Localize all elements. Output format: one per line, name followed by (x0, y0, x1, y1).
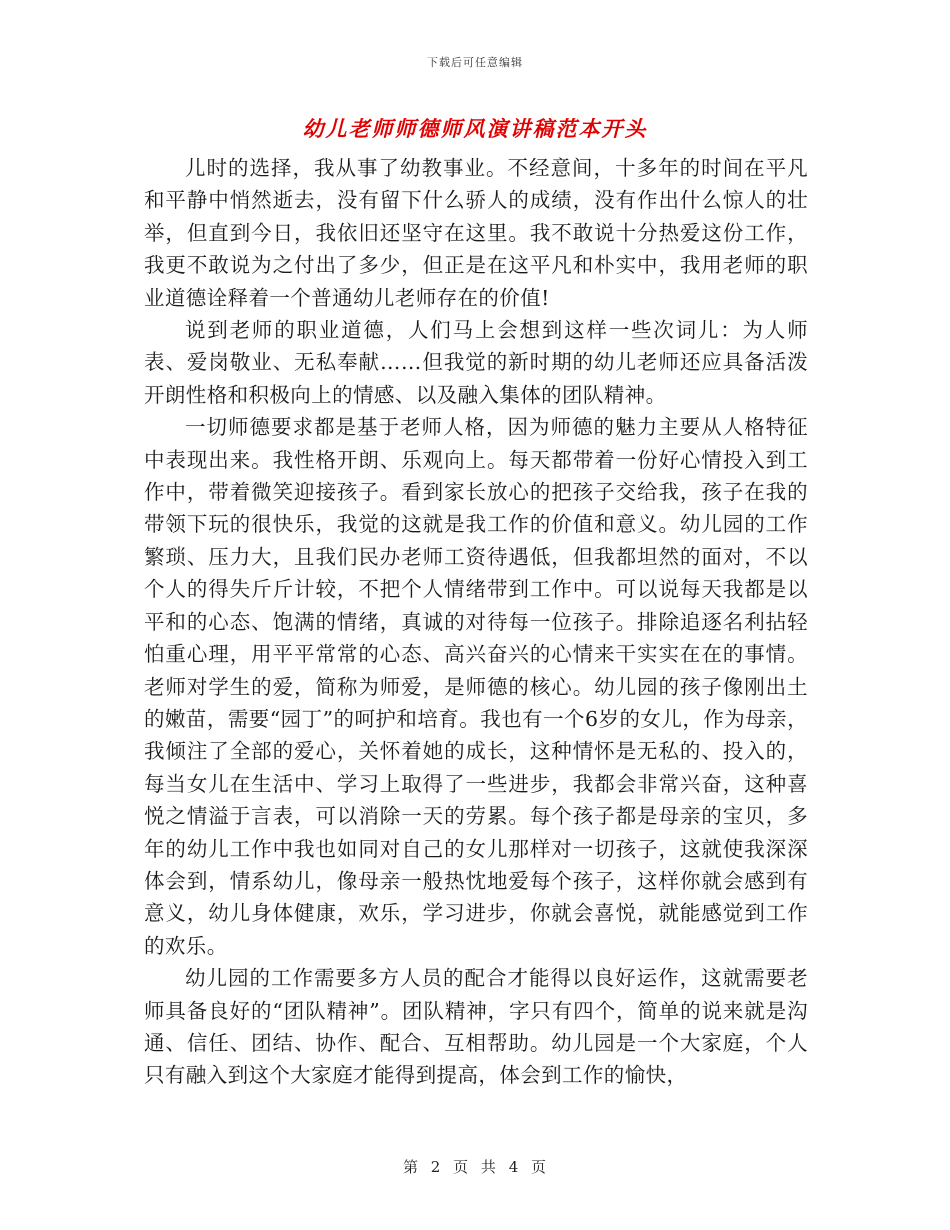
current-page-number: 2 (430, 1158, 442, 1176)
page-header-note: 下载后可任意编辑 (427, 56, 523, 69)
paragraph: 儿时的选择，我从事了幼教事业。不经意间，十多年的时间在平凡和平静中悄然逝去，没有留下什么骄人的成绩，没有作出什么惊人的壮举，但直到今日，我依旧还坚守在这里。我不敢说十分热爱这份工作，我更不敢说为之付出了多少，但正是在这平凡和朴实中，我用老师的职业道德诠释着一个普通幼儿老师存在的价值! (144, 156, 808, 310)
page-footer (0, 1156, 950, 1177)
footer-page-label: 页 (453, 1158, 470, 1176)
total-pages-number: 4 (508, 1158, 520, 1176)
paragraph: 说到老师的职业道德，人们马上会想到这样一些次词儿：为人师表、爱岗敬业、无私奉献……但我觉的新时期的幼儿老师还应具备活泼开朗性格和积极向上的情感、以及融入集体的团队精神。 (144, 318, 808, 407)
paragraph: 幼儿园的工作需要多方人员的配合才能得以良好运作，这就需要老师具备良好的“团队精神”。团队精神，字只有四个，简单的说来就是沟通、信任、团结、协作、配合、互相帮助。幼儿园是一个大家庭，个人只有融入到这个大家庭才能得到提高，体会到工作的愉快， (144, 966, 808, 1088)
footer-suffix: 页 (531, 1158, 548, 1176)
footer-total-label: 共 (480, 1158, 497, 1176)
document-body (144, 152, 808, 1092)
footer-prefix: 第 (402, 1158, 419, 1176)
paragraph: 一切师德要求都是基于老师人格，因为师德的魅力主要从人格特征中表现出来。我性格开朗、乐观向上。每天都带着一份好心情投入到工作中，带着微笑迎接孩子。看到家长放心的把孩子交给我，孩子在我的带领下玩的很快乐，我觉的这就是我工作的价值和意义。幼儿园的工作繁琐、压力大，且我们民办老师工资待遇低，但我都坦然的面对，不以个人的得失斤斤计较，不把个人情绪带到工作中。可以说每天我都是以平和的心态、饱满的情绪，真诚的对待每一位孩子。排除追逐名利拈轻怕重心理，用平平常常的心态、高兴奋兴的心情来干实实在在的事情。 老师对学生的爱，简称为师爱，是师德的核心。幼儿园的孩子像刚出土的嫩苗，需要“园丁”的呵护和培育。我也有一个6岁的女儿，作为母亲，我倾注了全部的爱心，关怀着她的成长，这种情怀是无私的、投入的，每当女儿在生活中、学习上取得了一些进步，我都会非常兴奋，这种喜悦之情溢于言表，可以消除一天的劳累。每个孩子都是母亲的宝贝，多年的幼儿工作中我也如同对自己的女儿那样对一切孩子，这就使我深深体会到，情系幼儿，像母亲一般热忱地爱每个孩子，这样你就会感到有意义，幼儿身体健康，欢乐，学习进步，你就会喜悦，就能感觉到工作的欢乐。 (144, 415, 808, 958)
document-title: 幼儿老师师德师风演讲稿范本开头 (302, 116, 648, 141)
